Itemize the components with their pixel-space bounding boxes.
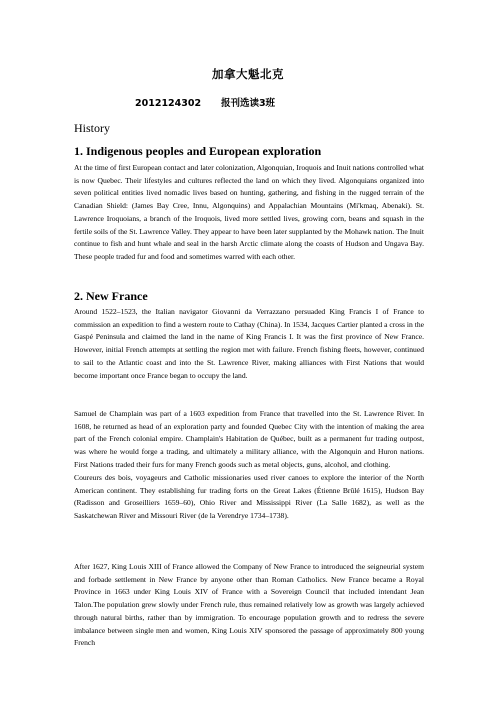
section-title-indigenous: 1. Indigenous peoples and European exploration	[74, 144, 322, 158]
section-heading-history: History	[74, 121, 110, 135]
page-title: 加拿大魁北克	[212, 67, 284, 81]
section-title-new-france: 2. New France	[74, 289, 148, 303]
paragraph: After 1627, King Louis XIII of France allowed the Company of New France to introduced the seigneurial system and forbade settlement in New France by anyone other than Roman Catholics. New France became a Royal Province in 1663 under King Louis XIV of France with a Sovereign Council that included intendant Jean Talon.The population grew slowly under French rule, thus remained relatively low as growth was largely achieved through natural births, rather than by immigration. To encourage population growth and to redress the severe imbalance between single men and women, King Louis XIV sponsored the passage of approximately 800 young French	[74, 562, 424, 648]
paragraph: Coureurs des bois, voyageurs and Catholic missionaries used river canoes to explore the interior of the North American continent. They establishing fur trading forts on the Great Lakes (Étienne Brûlé 1615), Hudson Bay (Radisson and Groseilliers 1659–60), Ohio River and Mississippi River (La Salle 1682), as well as the Saskatchewan River and Missouri River (de la Verendrye 1734–1738).	[74, 473, 424, 521]
paragraph: Samuel de Champlain was part of a 1603 expedition from France that travelled into the St. Lawrence River. In 1608, he returned as head of an exploration party and founded Quebec City with the intention of making the area part of the French colonial empire. Champlain's Habitation de Québec, built as a permanent fur trading outpost, was where he would forge a trading, and ultimately a military alliance, with the Algonquin and Huron nations. First Nations traded their furs for many French goods such as metal objects, guns, alcohol, and clothing.	[74, 409, 424, 469]
paragraph: Around 1522–1523, the Italian navigator Giovanni da Verrazzano persuaded King Francis I of France to commission an expedition to find a western route to Cathay (China). In 1534, Jacques Cartier planted a cross in the Gaspé Peninsula and claimed the land in the name of King Francis I. It was the first province of New France. However, initial French attempts at settling the region met with failure. French fishing fleets, however, continued to sail to the Atlantic coast and into the St. Lawrence River, making alliances with First Nations that would become important once France began to occupy the land.	[74, 307, 424, 380]
student-info: 2012124302 报刊选读3班	[135, 98, 276, 109]
paragraph: At the time of first European contact and later colonization, Algonquian, Iroquois and Inuit nations controlled what is now Quebec. Their lifestyles and cultures reflected the land on which they lived. Algonquians organized into seven political entities lived nomadic lives based on hunting, gathering, and fishing in the rugged terrain of the Canadian Shield: (James Bay Cree, Innu, Algonquins) and Appalachian Mountains (Mi'kmaq, Abenaki). St. Lawrence Iroquoians, a branch of the Iroquois, lived more settled lives, growing corn, beans and squash in the fertile soils of the St. Lawrence Valley. They appear to have been later supplanted by the Mohawk nation. The Inuit continue to fish and hunt whale and seal in the harsh Arctic climate along the coasts of Hudson and Ungava Bay. These people traded fur and food and sometimes warred with each other.	[74, 163, 424, 261]
